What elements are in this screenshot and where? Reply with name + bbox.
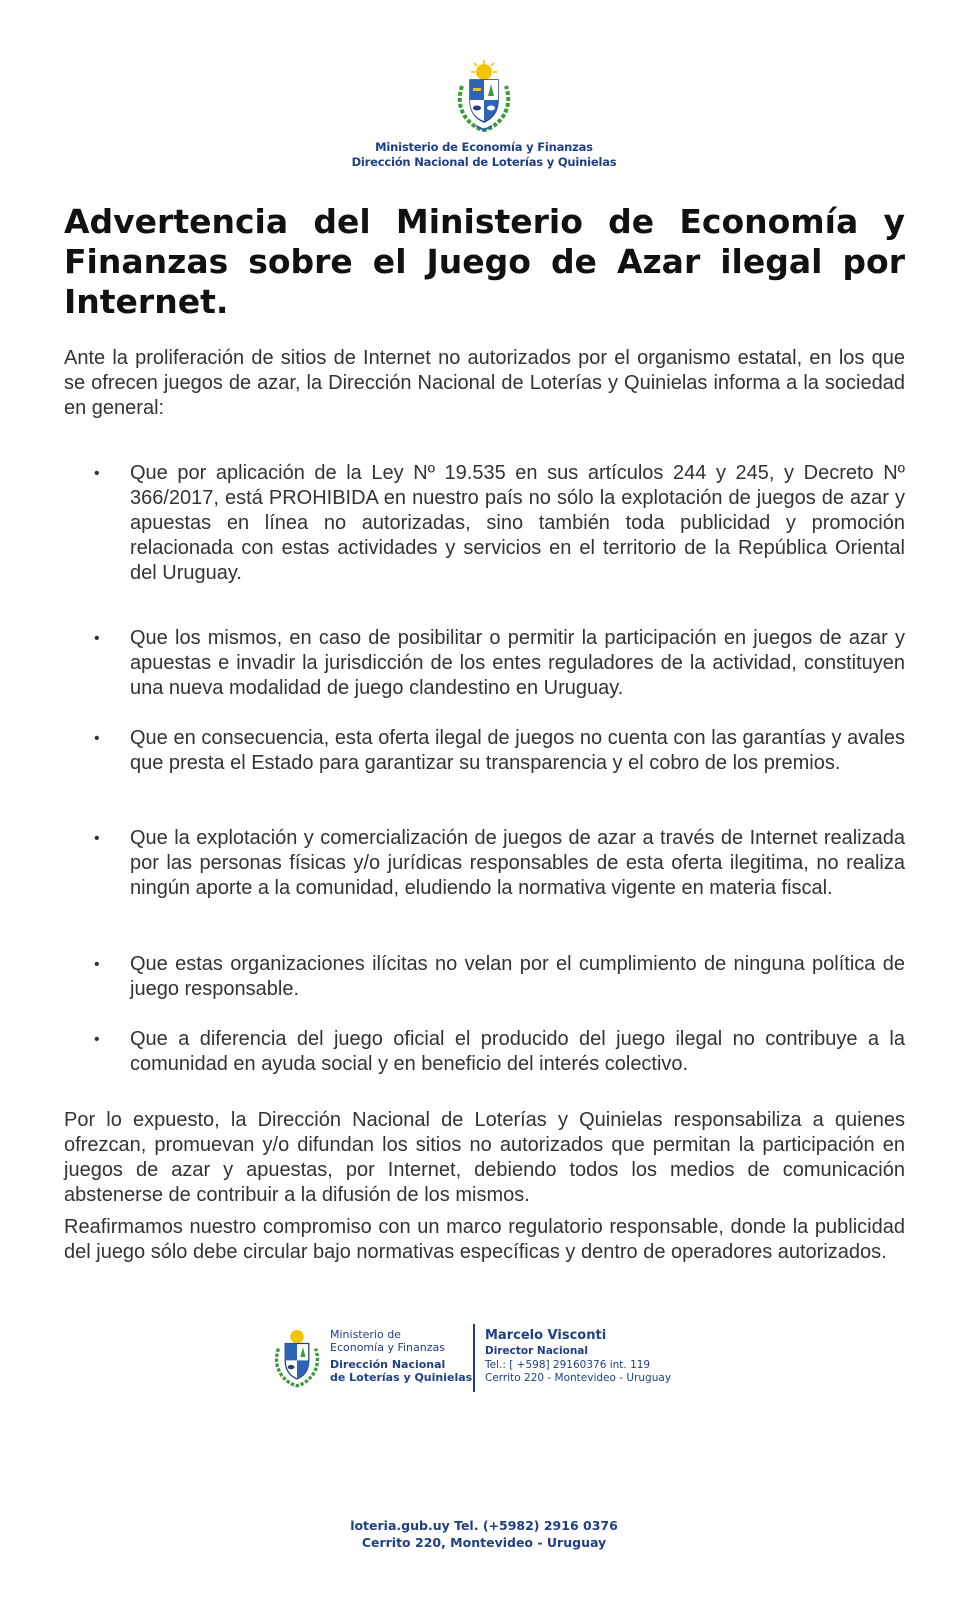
footer-address: Cerrito 220, Montevideo - Uruguay: [361, 1535, 607, 1550]
signatory-name: Marcelo Visconti: [485, 1328, 607, 1343]
list-item: [64, 1027, 905, 1077]
page-footer: [0, 1517, 968, 1551]
sun-icon: [471, 60, 497, 80]
coat-of-arms-icon: [270, 1322, 324, 1392]
list-item-text: Que por aplicación de la Ley Nº 19.535 en sus artículos 244 y 245, y Decreto Nº 366/2017, está PROHIBIDA en nuestro país no sólo la explotación de juegos de azar y apuestas en línea no autorizadas, sino también toda publicidad y promoción relacionada con estas actividades y servicios en el territorio de la República Oriental del Uruguay.: [130, 462, 905, 584]
signature-block: [270, 1322, 710, 1402]
list-item-text: Que a diferencia del juego oficial el producido del juego ilegal no contribuye a la comunidad en ayuda social y en beneficio del interés colectivo.: [130, 1028, 905, 1075]
list-item: [64, 626, 905, 701]
bullet-icon: •: [94, 730, 100, 747]
intro-paragraph: Ante la proliferación de sitios de Internet no autorizados por el organismo estatal, en los que se ofrecen juegos de azar, la Dirección Nacional de Loterías y Quinielas informa a la sociedad en general:: [64, 347, 905, 419]
bullet-icon: •: [94, 630, 100, 647]
ministry-line: Economía y Finanzas: [330, 1341, 445, 1354]
signatory: [485, 1328, 671, 1385]
list-item-text: Que los mismos, en caso de posibilitar o permitir la participación en juegos de azar y apuestas e invadir la jurisdicción de los entes reguladores de la actividad, constituyen una nueva modalidad de juego clandestino en Uruguay.: [130, 627, 905, 699]
direction-name: Dirección Nacional de Loterías y Quinielas: [351, 155, 617, 169]
bullet-icon: •: [94, 465, 100, 482]
footer-contact: loteria.gub.uy Tel. (+5982) 2916 0376: [350, 1518, 618, 1533]
signature-ministry: [330, 1328, 472, 1384]
direction-line: de Loterías y Quinielas: [330, 1371, 473, 1384]
closing-paragraph-2: Reafirmamos nuestro compromiso con un marco regulatorio responsable, donde la publicidad del juego sólo debe circular bajo normativas específicas y dentro de operadores autorizados.: [64, 1216, 905, 1263]
list-item-text: Que en consecuencia, esta oferta ilegal de juegos no cuenta con las garantías y avales que presta el Estado para garantizar su transparencia y el cobro de los premios.: [130, 727, 905, 774]
closing-paragraph: Por lo expuesto, la Dirección Nacional de Loterías y Quinielas responsabiliza a quienes ofrezcan, promuevan y/o difundan los sitios no autorizados que permitan la participación en juegos de azar y apuestas, por Internet, debiendo todos los medios de comunicación abstenerse de contribuir a la difusión de los mismos.: [64, 1109, 905, 1206]
list-item-text: Que estas organizaciones ilícitas no velan por el cumplimiento de ninguna política de juego responsable.: [130, 953, 905, 1000]
ministry-name: Ministerio de Economía y Finanzas: [375, 140, 593, 154]
list-item: [64, 952, 905, 1002]
signatory-role: Director Nacional: [485, 1345, 588, 1357]
bullet-icon: •: [94, 956, 100, 973]
list-item: [64, 726, 905, 776]
list-item: [64, 461, 905, 586]
coat-of-arms-icon: [452, 60, 516, 132]
divider: [473, 1324, 475, 1392]
bullet-icon: •: [94, 1031, 100, 1048]
direction-line: Dirección Nacional: [330, 1358, 446, 1371]
list-item: [64, 826, 905, 901]
page-title: Advertencia del Ministerio de Economía y Finanzas sobre el Juego de Azar ilegal por Internet.: [64, 202, 905, 321]
bullet-icon: •: [94, 830, 100, 847]
list-item-text: Que la explotación y comercialización de juegos de azar a través de Internet realizada por las personas físicas y/o jurídicas responsables de esta oferta ilegitima, no realiza ningún aporte a la comunidad, eludiendo la normativa vigente en materia fiscal.: [130, 827, 905, 899]
signatory-address: Cerrito 220 - Montevideo - Uruguay: [485, 1372, 672, 1384]
signatory-phone: Tel.: [ +598] 29160376 int. 119: [485, 1359, 651, 1371]
ministry-line: Ministerio de: [330, 1328, 401, 1341]
letterhead: [0, 60, 968, 169]
